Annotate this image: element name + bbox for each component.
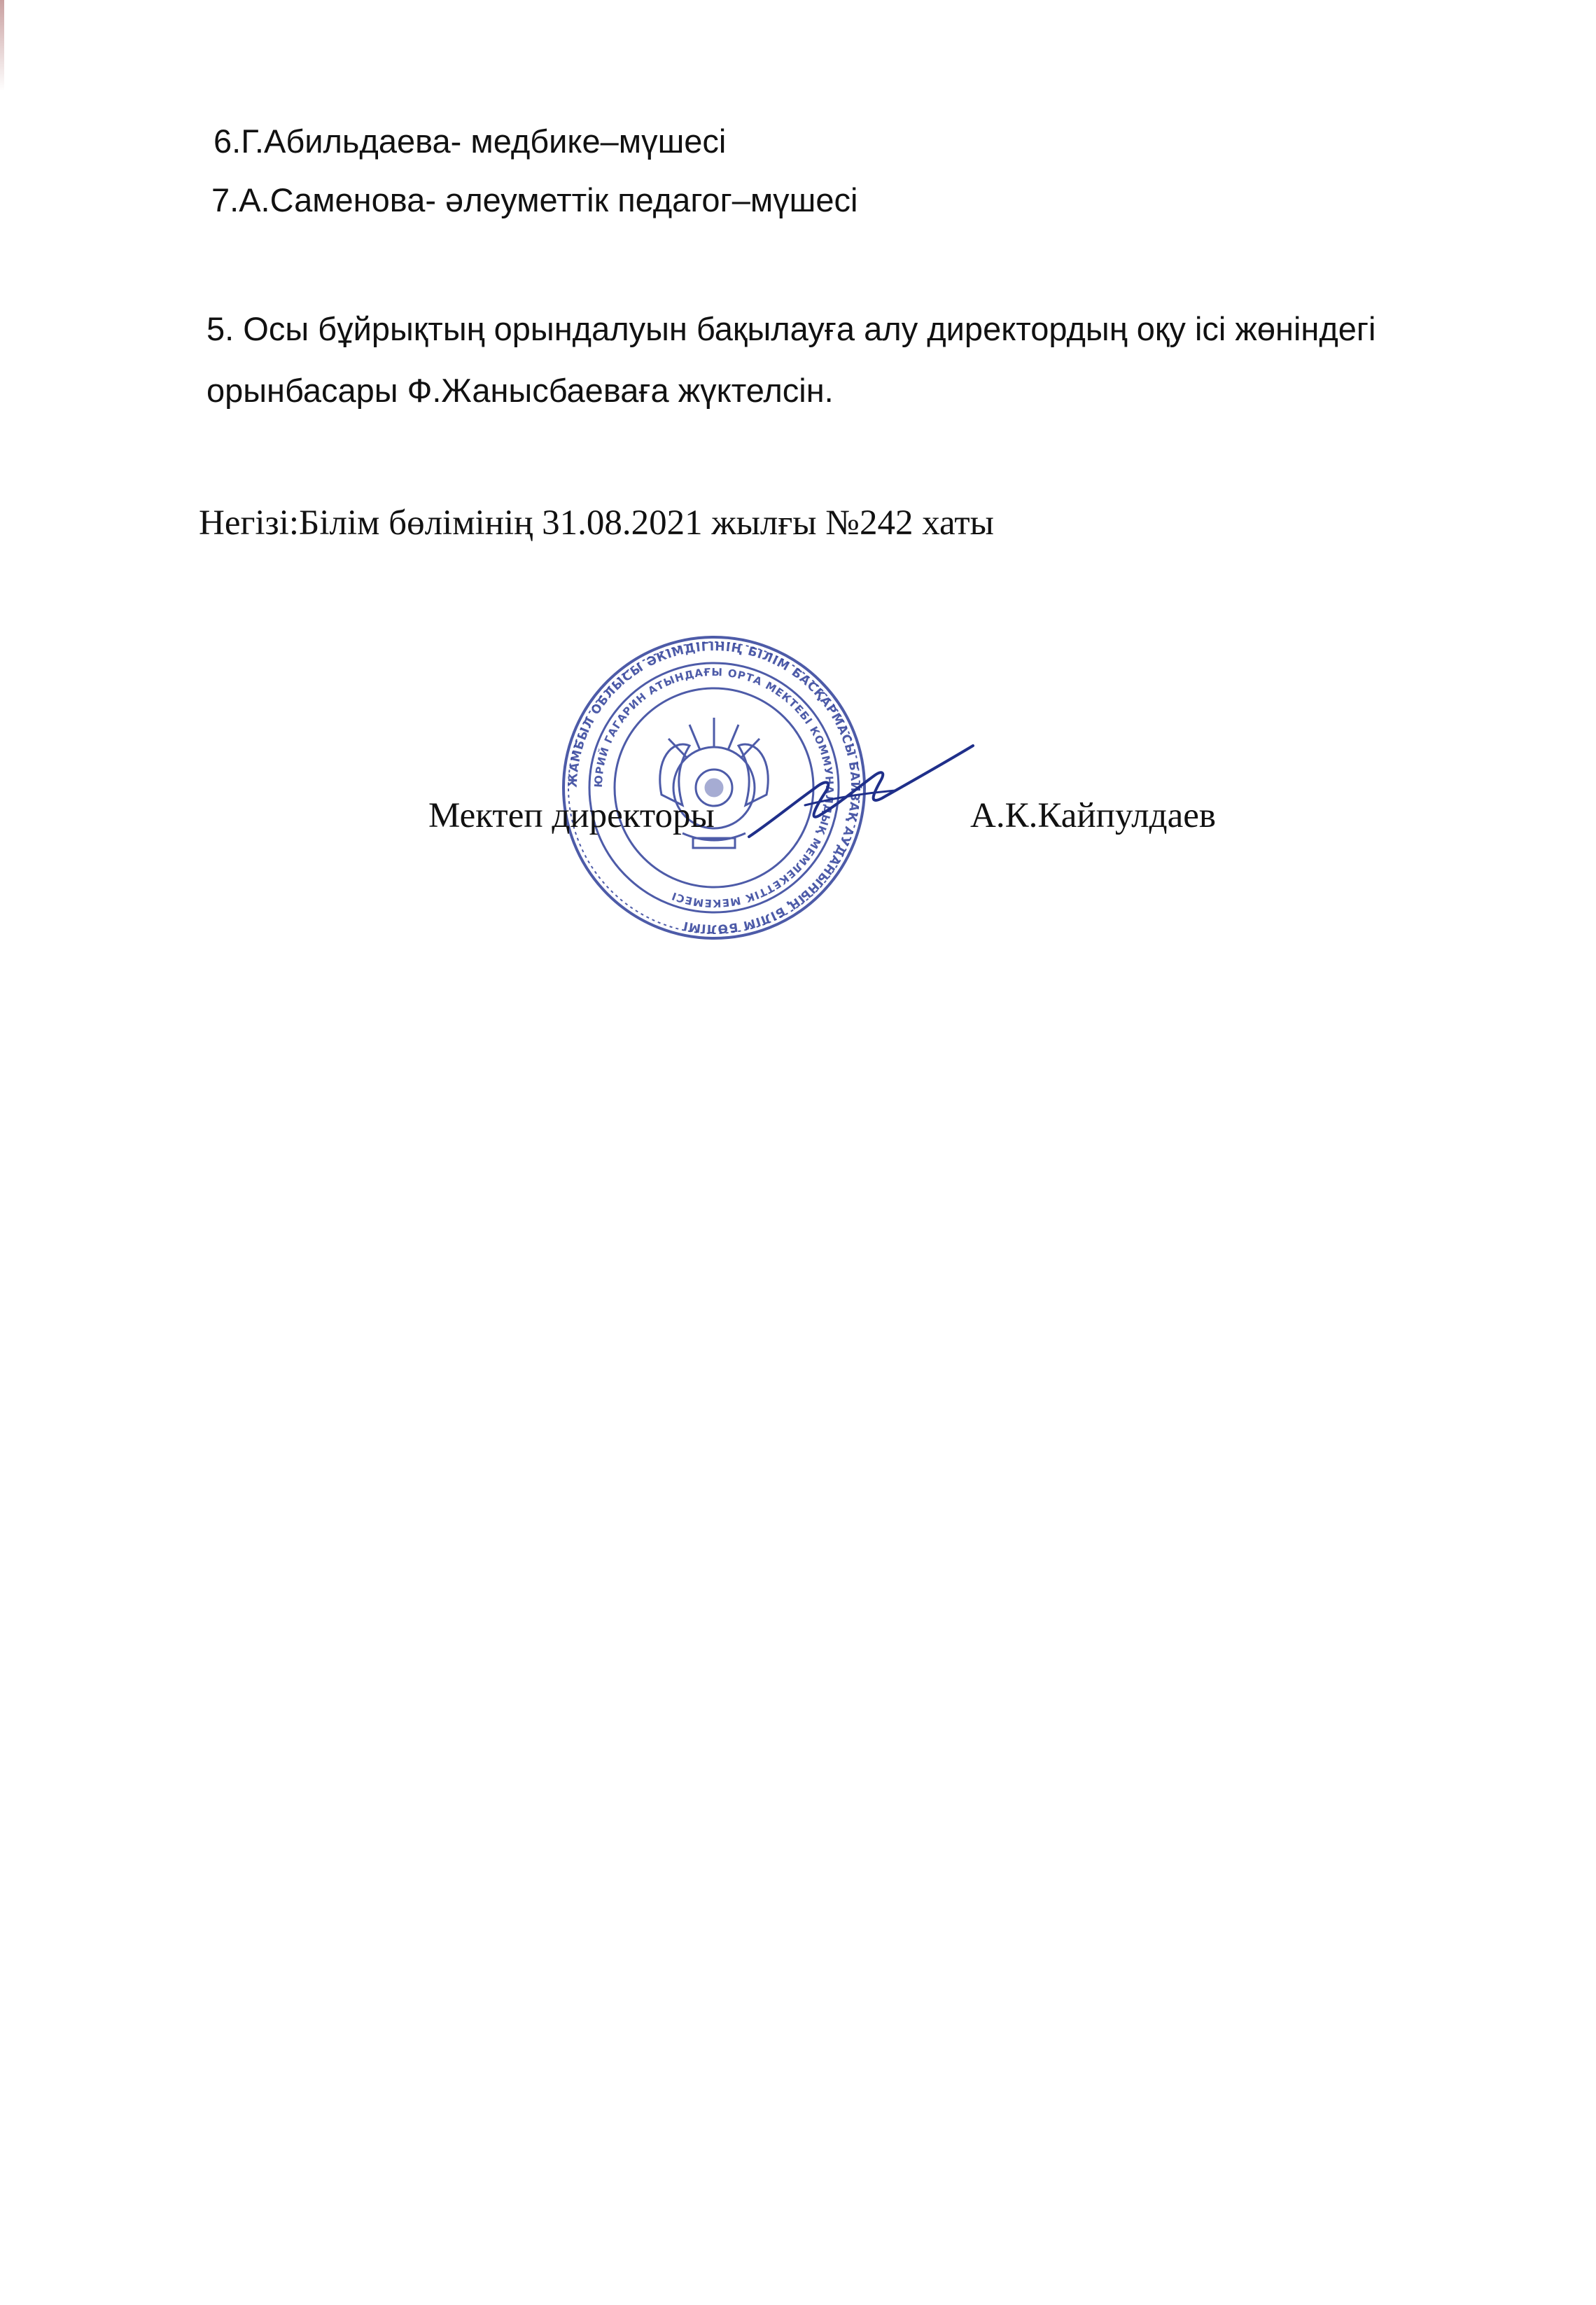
stamp-inner-text: ЮРИЙ ГАГАРИН АТЫНДАҒЫ ОРТА МЕКТЕБІ КОММУНАЛДЫҚ МЕМЛЕКЕТТІК МЕКЕМЕСІ	[592, 665, 836, 910]
order-item-5-line-1: 5. Осы бұйрықтың орындалуын бақылауға алу директордың оқу ісі жөніндегі	[206, 310, 1376, 347]
order-basis: Негізі:Білім бөлімінің 31.08.2021 жылғы №242 хаты	[199, 503, 994, 543]
stamp-outer-text: ЖАМБЫЛ ОБЛЫСЫ ӘКІМДІГІНІҢ БІЛІМ БАСҚАРМАСЫ БАЙЗАҚ АУДАНЫНЫҢ БІЛІМ БӨЛІМІ	[566, 639, 862, 936]
scan-edge-mark	[0, 0, 4, 91]
director-title: Мектеп директоры	[428, 796, 715, 835]
order-item-5-line-2: орынбасары Ф.Жанысбаеваға жүктелсін.	[206, 372, 834, 409]
commission-member-6: 6.Г.Абильдаева- медбике–мүшесі	[214, 123, 727, 160]
director-signature	[742, 739, 980, 851]
commission-member-7: 7.А.Саменова- әлеуметтік педагог–мүшесі	[211, 181, 858, 218]
director-name: А.К.Кайпулдаев	[970, 796, 1216, 835]
